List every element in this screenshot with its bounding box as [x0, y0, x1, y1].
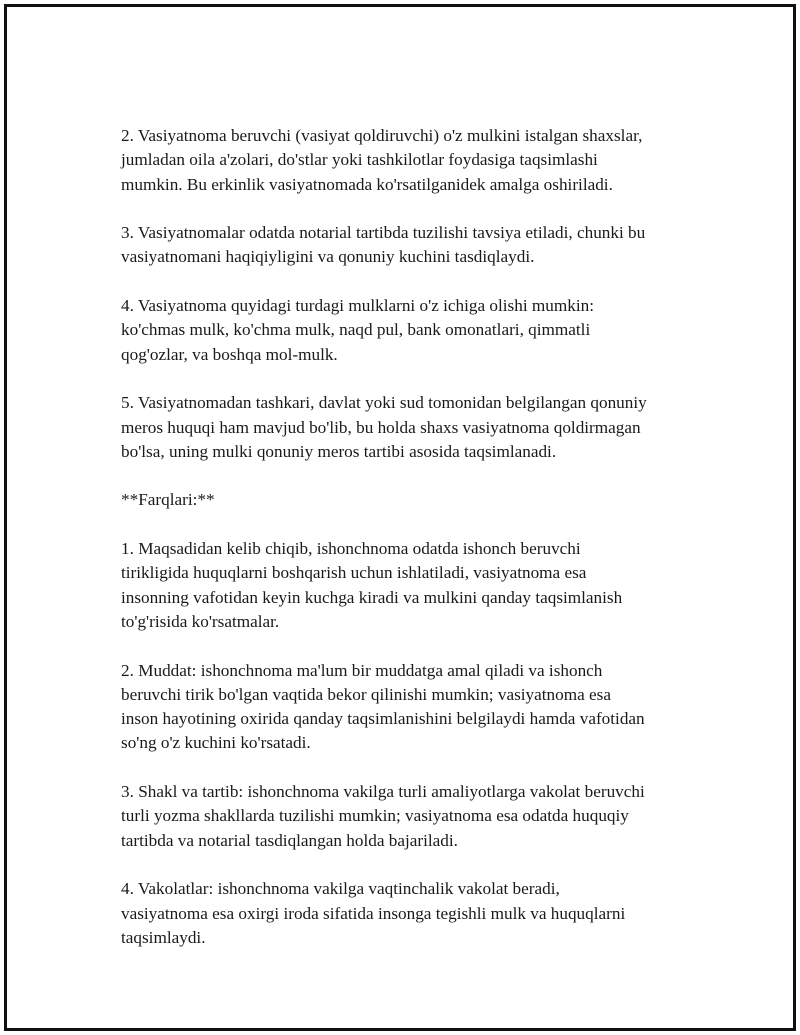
paragraph-difference-4-powers	[121, 877, 711, 950]
paragraph-difference-1-purpose	[121, 537, 711, 634]
paragraph-difference-3-form-procedure	[121, 780, 711, 853]
text-line: bo'lsa, uning mulki qonuniy meros tartibi asosida taqsimlanadi.	[121, 441, 557, 461]
paragraph-item-4-property-types	[121, 294, 711, 367]
paragraph-item-3-notarial-form	[121, 221, 711, 270]
document-body	[121, 124, 711, 974]
text-line: to'g'risida ko'rsatmalar.	[121, 611, 280, 631]
text-line: turli yozma shakllarda tuzilishi mumkin; vasiyatnoma esa odatda huquqiy	[121, 806, 629, 826]
text-line: 4. Vakolatlar: ishonchnoma vakilga vaqtinchalik vakolat beradi,	[121, 879, 560, 899]
text-line: 3. Vasiyatnomalar odatda notarial tartibda tuzilishi tavsiya etiladi, chunki bu	[121, 223, 646, 243]
text-line: mumkin. Bu erkinlik vasiyatnomada ko'rsatilganidek amalga oshiriladi.	[121, 174, 613, 194]
section-heading-differences	[121, 488, 711, 512]
text-line: ko'chmas mulk, ko'chma mulk, naqd pul, bank omonatlari, qimmatli	[121, 320, 591, 340]
paragraph-difference-2-term	[121, 659, 711, 756]
text-line: vasiyatnoma esa oxirgi iroda sifatida insonga tegishli mulk va huquqlarni	[121, 903, 626, 923]
text-line: 1. Maqsadidan kelib chiqib, ishonchnoma odatda ishonch beruvchi	[121, 539, 581, 559]
text-line: 2. Vasiyatnoma beruvchi (vasiyat qoldiruvchi) o'z mulkini istalgan shaxslar,	[121, 126, 643, 145]
text-line: tartibda va notarial tasdiqlangan holda bajariladi.	[121, 830, 458, 850]
text-line: 2. Muddat: ishonchnoma ma'lum bir muddatga amal qiladi va ishonch	[121, 660, 603, 680]
text-line: vasiyatnomani haqiqiyligini va qonuniy kuchini tasdiqlaydi.	[121, 247, 535, 267]
text-line: 5. Vasiyatnomadan tashkari, davlat yoki sud tomonidan belgilangan qonuniy	[121, 393, 647, 413]
text-line: insonning vafotidan keyin kuchga kiradi va mulkini qanday taqsimlanish	[121, 587, 623, 607]
text-line: taqsimlaydi.	[121, 927, 206, 947]
text-line: **Farqlari:**	[121, 490, 215, 510]
text-line: tirikligida huquqlarni boshqarish uchun ishlatiladi, vasiyatnoma esa	[121, 563, 587, 583]
page-frame	[4, 4, 796, 1031]
text-line: jumladan oila a'zolari, do'stlar yoki tashkilotlar foydasiga taqsimlashi	[121, 150, 598, 170]
text-line: beruvchi tirik bo'lgan vaqtida bekor qilinishi mumkin; vasiyatnoma esa	[121, 684, 611, 704]
text-line: inson hayotining oxirida qanday taqsimlanishini belgilaydi hamda vafotidan	[121, 709, 645, 729]
text-line: so'ng o'z kuchini ko'rsatadi.	[121, 733, 311, 753]
paragraph-item-5-legal-inheritance	[121, 391, 711, 464]
text-line: 4. Vasiyatnoma quyidagi turdagi mulklarni o'z ichiga olishi mumkin:	[121, 296, 594, 316]
paragraph-item-2-testator-freedom	[121, 124, 711, 197]
text-line: meros huquqi ham mavjud bo'lib, bu holda shaxs vasiyatnoma qoldirmagan	[121, 417, 641, 437]
text-line: qog'ozlar, va boshqa mol-mulk.	[121, 344, 338, 364]
text-line: 3. Shakl va tartib: ishonchnoma vakilga turli amaliyotlarga vakolat beruvchi	[121, 782, 645, 802]
